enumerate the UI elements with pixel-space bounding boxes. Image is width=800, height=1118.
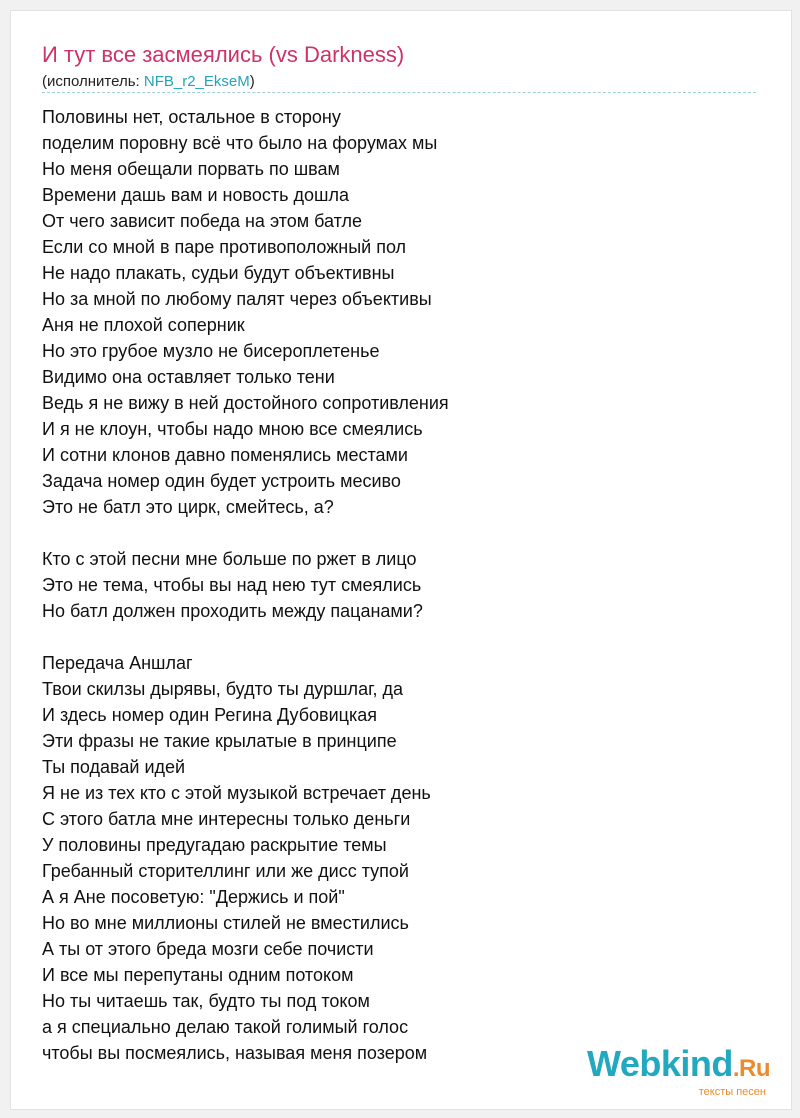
lyric-line: Твои скилзы дырявы, будто ты дуршлаг, да: [42, 679, 403, 699]
logo-tagline: тексты песен: [698, 1086, 766, 1098]
lyric-line: А я Ане посоветую: "Держись и пой": [42, 887, 345, 907]
lyric-line: Это не тема, чтобы вы над нею тут смеялись: [42, 575, 422, 595]
logo-tld: .Ru: [732, 1055, 770, 1082]
lyric-line: Видимо она оставляет только тени: [42, 367, 335, 387]
lyric-line: Половины нет, остальное в сторону: [42, 107, 341, 127]
lyric-line: Передача Аншлаг: [42, 653, 193, 673]
dotted-divider: [42, 92, 756, 93]
artist-suffix: ): [249, 73, 255, 90]
logo-main-text: Webkind: [586, 1043, 733, 1084]
lyric-line: Кто с этой песни мне больше по ржет в лицо: [42, 549, 417, 569]
artist-link[interactable]: NFB_r2_EkseM: [143, 73, 250, 90]
lyric-line: От чего зависит победа на этом батле: [42, 211, 363, 231]
lyric-line: И здесь номер один Регина Дубовицкая: [42, 705, 378, 725]
lyric-line: Если со мной в паре противоположный пол: [42, 237, 407, 257]
lyric-line: А ты от этого бреда мозги себе почисти: [42, 939, 374, 959]
lyric-line: И сотни клонов давно поменялись местами: [42, 445, 408, 465]
lyric-line: а я специально делаю такой голимый голос: [42, 1017, 409, 1037]
lyric-line: Но это грубое музло не бисероплетенье: [42, 341, 380, 361]
lyric-line: поделим поровну всё что было на форумах мы: [42, 133, 438, 153]
lyric-line: Ты подавай идей: [42, 757, 186, 777]
lyrics-body: [42, 104, 742, 1066]
stanza-gap: [42, 624, 742, 650]
lyric-line: Не надо плакать, судьи будут объективны: [42, 263, 395, 283]
song-title: И тут все засмеялись (vs Darkness): [42, 42, 405, 67]
lyric-line: Но меня обещали порвать по швам: [42, 159, 340, 179]
lyric-line: Времени дашь вам и новость дошла: [42, 185, 349, 205]
artist-line: [42, 73, 255, 90]
lyric-line: Задача номер один будет устроить месиво: [42, 471, 401, 491]
lyric-line: Но во мне миллионы стилей не вместились: [42, 913, 409, 933]
lyric-line: С этого батла мне интересны только деньги: [42, 809, 411, 829]
lyric-line: Но батл должен проходить между пацанами?: [42, 601, 423, 621]
lyric-line: Но за мной по любому палят через объективы: [42, 289, 432, 309]
lyric-line: Эти фразы не такие крылатые в принципе: [42, 731, 397, 751]
lyric-line: чтобы вы посмеялись, называя меня позером: [42, 1043, 428, 1063]
artist-prefix: (исполнитель:: [42, 73, 144, 90]
lyric-line: У половины предугадаю раскрытие темы: [42, 835, 387, 855]
logo-wordmark: [587, 1045, 770, 1088]
lyric-line: Ведь я не вижу в ней достойного сопротивления: [42, 393, 449, 413]
lyric-line: Я не из тех кто с этой музыкой встречает день: [42, 783, 431, 803]
lyric-line: Гребанный сторителлинг или же дисс тупой: [42, 861, 409, 881]
lyric-line: Но ты читаешь так, будто ты под током: [42, 991, 370, 1011]
lyric-line: И я не клоун, чтобы надо мною все смеялись: [42, 419, 423, 439]
site-logo[interactable]: [587, 1045, 770, 1098]
lyric-line: Аня не плохой соперник: [42, 315, 245, 335]
stanza-gap: [42, 520, 742, 546]
lyric-line: Это не батл это цирк, смейтесь, а?: [42, 497, 334, 517]
lyric-line: И все мы перепутаны одним потоком: [42, 965, 354, 985]
